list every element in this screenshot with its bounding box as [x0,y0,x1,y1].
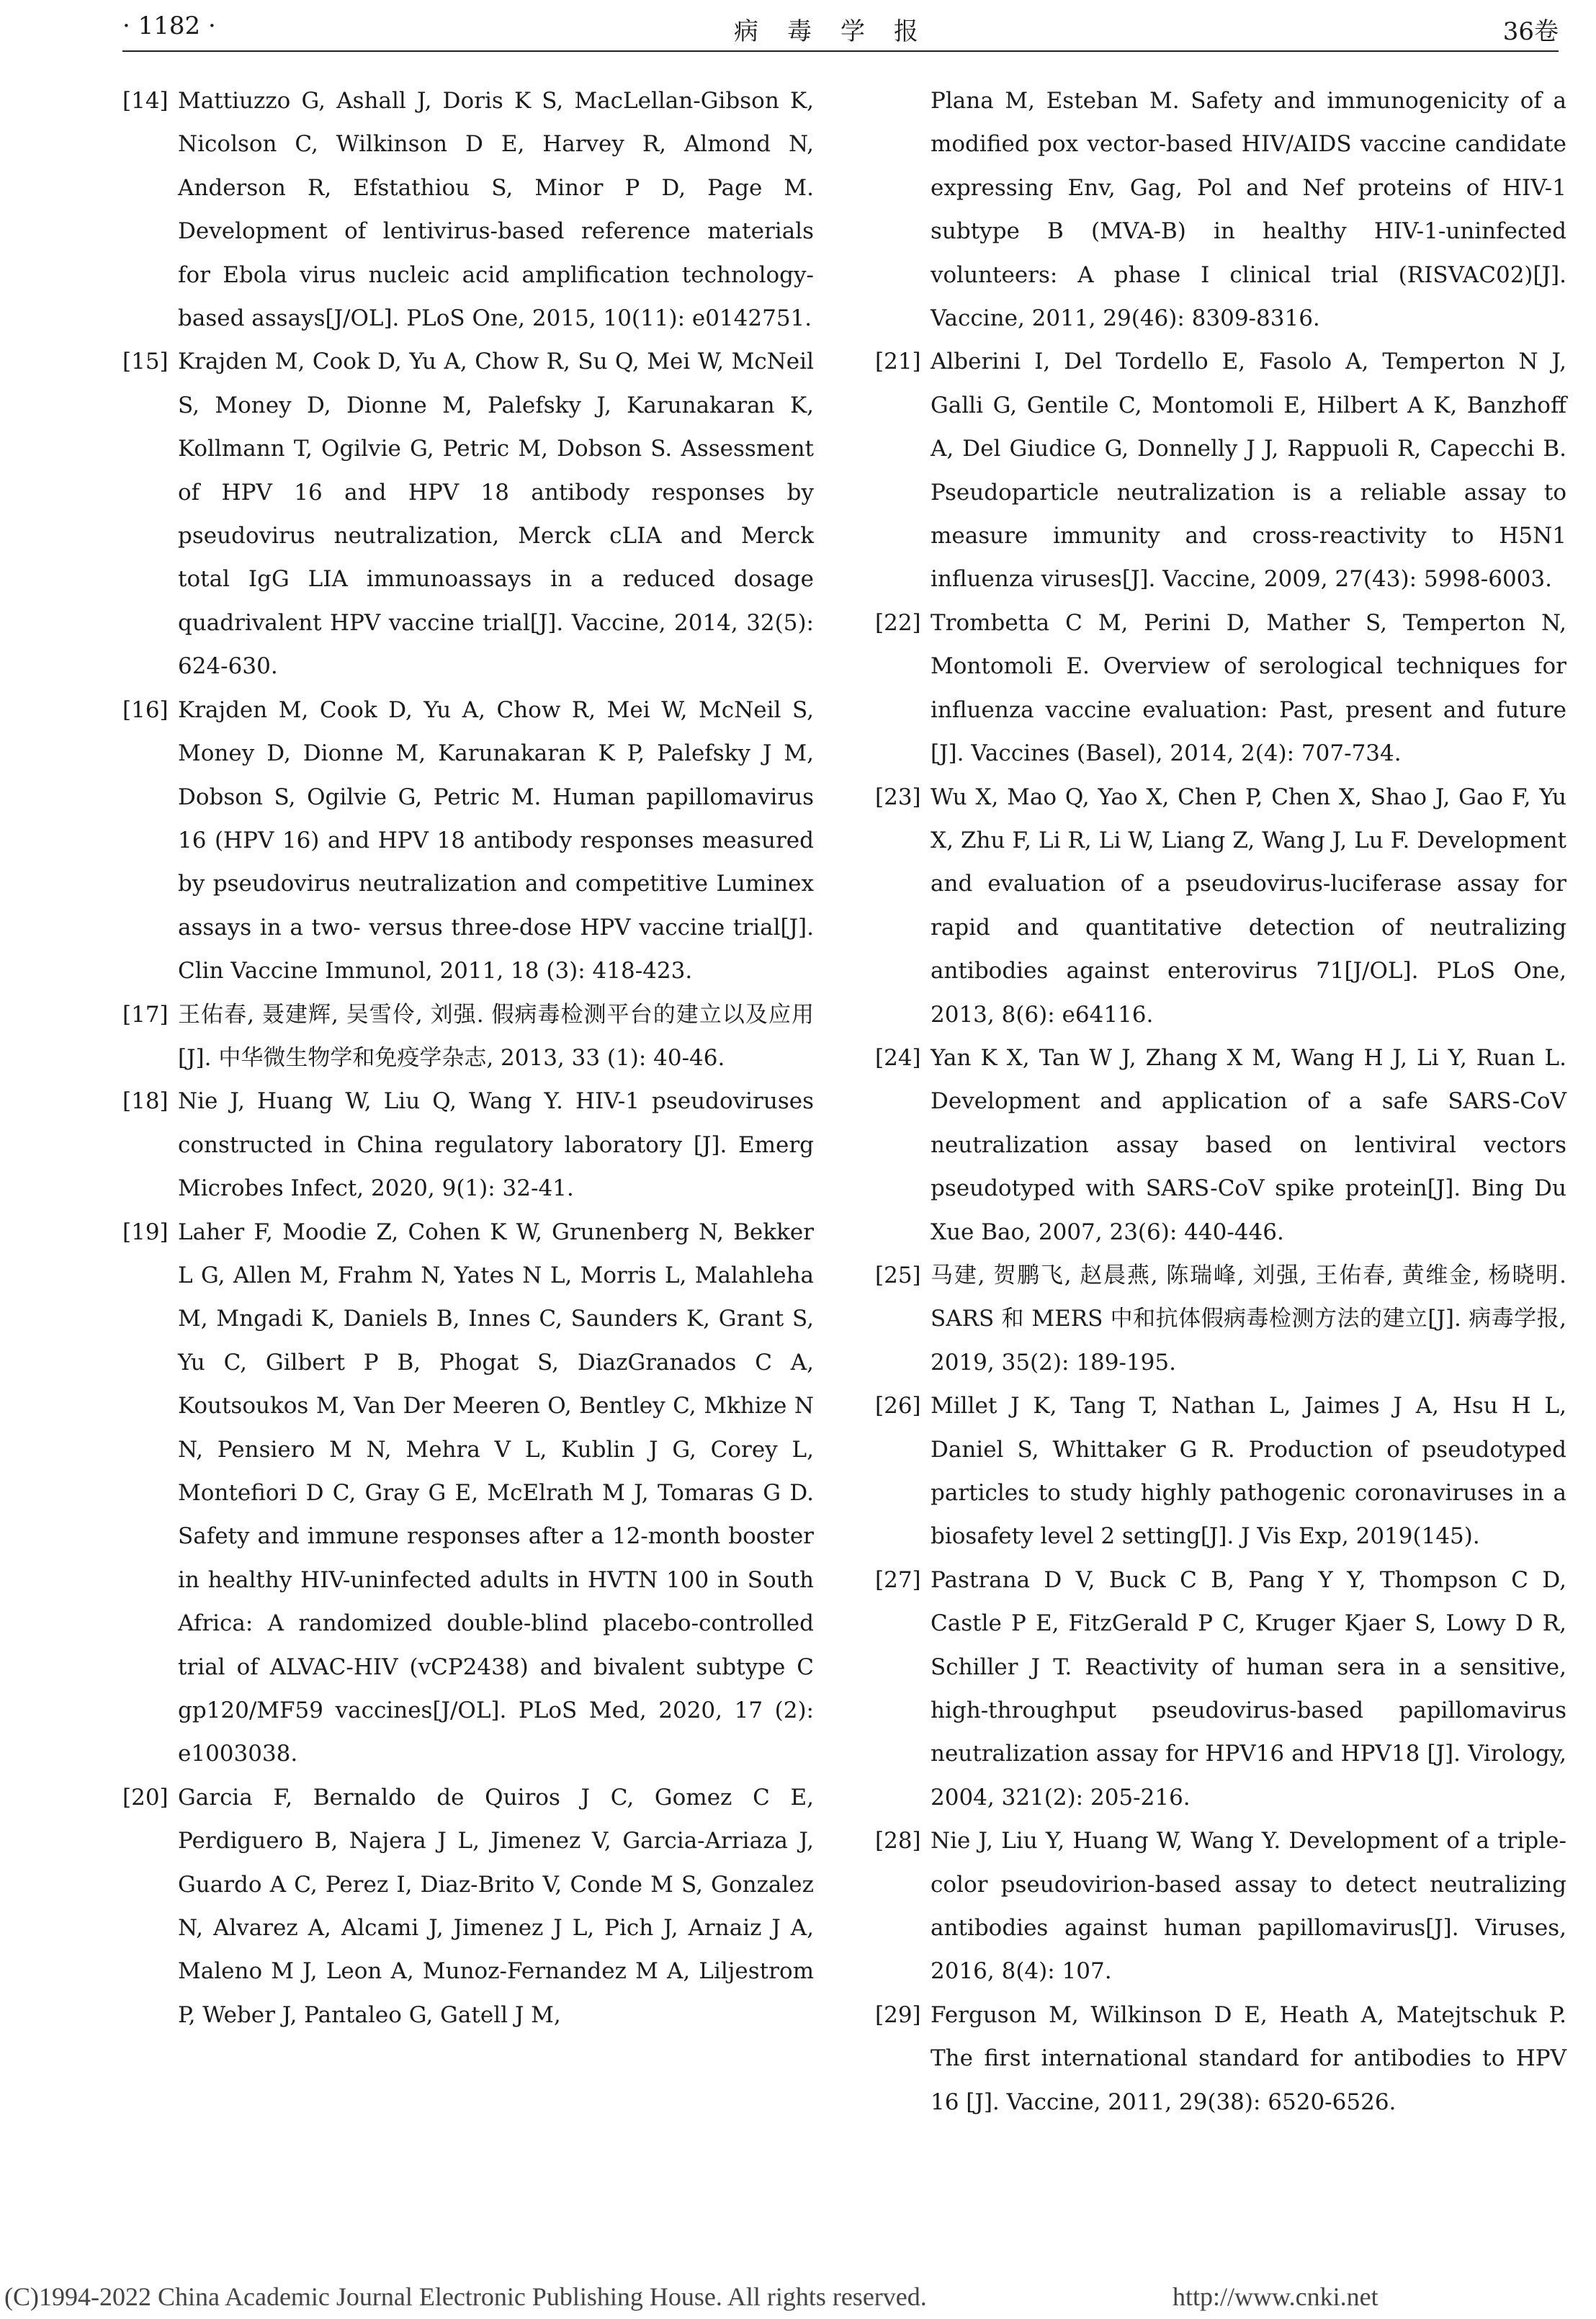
reference-18 [122,1080,814,1210]
journal-name: 病毒学报 [734,17,947,46]
reference-text: Alberini I, Del Tordello E, Fasolo A, Temperton N J, Galli G, Gentile C, Montomoli E, Hilbert A K, Banzhoff A, Del Giudice G, Donnelly J J, Rappuoli R, Capecchi B. Pseudoparticle neutralization is a reliable assay to measure immunity and cross-reactivity to H5N1 influenza viruses[J]. Vaccine, 2009, 27(43): 5998-6003. [931,349,1566,593]
reference-text: 王佑春, 聂建辉, 吴雪伶, 刘强. 假病毒检测平台的建立以及应用[J]. 中华微生物学和免疫学杂志, 2013, 33 (1): 40-46. [178,1001,814,1071]
reference-20 [122,1776,814,2037]
reference-number: [29] [875,2001,921,2028]
reference-27 [875,1558,1566,1819]
reference-15 [122,340,814,688]
reference-16 [122,688,814,993]
reference-number: [26] [875,1393,921,1419]
reference-text: Millet J K, Tang T, Nathan L, Jaimes J A, Hsu H L, Daniel S, Whittaker G R. Production of pseudotyped particles to study highly pathogenic coronaviruses in a biosafety level 2 setting[J]. J Vis Exp, 2019(145). [931,1393,1566,1550]
reference-number: [16] [122,696,169,723]
reference-28 [875,1819,1566,1993]
reference-text: Ferguson M, Wilkinson D E, Heath A, Matejtschuk P. The first international standard for antibodies to HPV 16 [J]. Vaccine, 2011, 29(38): 6520-6526. [931,2001,1566,2115]
reference-text: 马建, 贺鹏飞, 赵晨燕, 陈瑞峰, 刘强, 王佑春, 黄维金, 杨晓明. SARS 和 MERS 中和抗体假病毒检测方法的建立[J]. 病毒学报, 2019, 35(2): 189-195. [931,1262,1566,1376]
reference-number: [18] [122,1088,169,1115]
reference-text: Krajden M, Cook D, Yu A, Chow R, Mei W, McNeil S, Money D, Dionne M, Karunakaran K P, Palefsky J M, Dobson S, Ogilvie G, Petric M. Human papillomavirus 16 (HPV 16) and HPV 18 antibody responses measured by pseudovirus neutralization and competitive Luminex assays in a two- versus three-dose HPV vaccine trial[J]. Clin Vaccine Immunol, 2011, 18 (3): 418-423. [178,696,814,984]
reference-number: [17] [122,1001,169,1028]
reference-text: Laher F, Moodie Z, Cohen K W, Grunenberg N, Bekker L G, Allen M, Frahm N, Yates N L, Morris L, Malahleha M, Mngadi K, Daniels B, Innes C, Saunders K, Grant S, Yu C, Gilbert P B, Phogat S, DiazGranados C A, Koutsoukos M, Van Der Meeren O, Bentley C, Mkhize N N, Pensiero M N, Mehra V L, Kublin J G, Corey L, Montefiori D C, Gray G E, McElrath M J, Tomaras G D. Safety and immune responses after a 12-month booster in healthy HIV-uninfected adults in HVTN 100 in South Africa: A randomized double-blind placebo-controlled trial of ALVAC-HIV (vCP2438) and bivalent subtype C gp120/MF59 vaccines[J/OL]. PLoS Med, 2020, 17 (2): e1003038. [178,1219,814,1767]
right-column [875,79,1566,2124]
reference-number: [19] [122,1219,169,1245]
reference-number: [21] [875,349,921,375]
reference-text: Trombetta C M, Perini D, Mather S, Temperton N, Montomoli E. Overview of serological techniques for influenza vaccine evaluation: Past, present and future [J]. Vaccines (Basel), 2014, 2(4): 707-734. [931,609,1566,767]
reference-text: Garcia F, Bernaldo de Quiros J C, Gomez C E, Perdiguero B, Najera J L, Jimenez V, Garcia-Arriaza J, Guardo A C, Perez I, Diaz-Brito V, Conde M S, Gonzalez N, Alvarez A, Alcami J, Jimenez J L, Pich J, Arnaiz J A, Maleno M J, Leon A, Munoz-Fernandez M A, Liljestrom P, Weber J, Pantaleo G, Gatell J M, [178,1784,814,2028]
reference-24 [875,1036,1566,1254]
reference-21 [875,340,1566,601]
reference-number: [24] [875,1044,921,1071]
reference-14 [122,79,814,340]
reference-text: Pastrana D V, Buck C B, Pang Y Y, Thompson C D, Castle P E, FitzGerald P C, Kruger Kjaer S, Lowy D R, Schiller J T. Reactivity of human sera in a sensitive, high-throughput pseudovirus-based papillomavirus neutralization assay for HPV16 and HPV18 [J]. Virology, 2004, 321(2): 205-216. [931,1566,1566,1811]
reference-text: Mattiuzzo G, Ashall J, Doris K S, MacLellan-Gibson K, Nicolson C, Wilkinson D E, Harvey R, Almond N, Anderson R, Efstathiou S, Minor P D, Page M. Development of lentivirus-based reference materials for Ebola virus nucleic acid amplification technology-based assays[J/OL]. PLoS One, 2015, 10(11): e0142751. [178,88,814,332]
reference-22 [875,601,1566,776]
reference-number: [27] [875,1566,921,1593]
page-number: · 1182 · [122,12,216,40]
reference-26 [875,1384,1566,1558]
reference-29 [875,1993,1566,2124]
reference-17 [122,993,814,1080]
reference-number: [22] [875,609,921,636]
reference-number: [25] [875,1262,921,1288]
volume-label: 36卷 [1502,17,1559,46]
reference-text: Nie J, Liu Y, Huang W, Wang Y. Development of a triple-color pseudovirion-based assay to detect neutralizing antibodies against human papillomavirus[J]. Viruses, 2016, 8(4): 107. [931,1828,1566,1985]
reference-text: Krajden M, Cook D, Yu A, Chow R, Su Q, Mei W, McNeil S, Money D, Dionne M, Palefsky J, Karunakaran K, Kollmann T, Ogilvie G, Petric M, Dobson S. Assessment of HPV 16 and HPV 18 antibody responses by pseudovirus neutralization, Merck cLIA and Merck total IgG LIA immunoassays in a reduced dosage quadrivalent HPV vaccine trial[J]. Vaccine, 2014, 32(5): 624-630. [178,349,814,680]
reference-text: Yan K X, Tan W J, Zhang X M, Wang H J, Li Y, Ruan L. Development and application of a safe SARS-CoV neutralization assay based on lentiviral vectors pseudotyped with SARS-CoV spike protein[J]. Bing Du Xue Bao, 2007, 23(6): 440-446. [931,1044,1566,1245]
reference-19 [122,1211,814,1776]
page-header [122,7,1559,52]
cnki-url: http://www.cnki.net [1173,2282,1378,2311]
left-column [122,79,814,2037]
reference-23 [875,776,1566,1036]
reference-text: Wu X, Mao Q, Yao X, Chen P, Chen X, Shao J, Gao F, Yu X, Zhu F, Li R, Li W, Liang Z, Wang J, Lu F. Development and evaluation of a pseudovirus-luciferase assay for rapid and quantitative detection of neutralizing antibodies against enterovirus 71[J/OL]. PLoS One, 2013, 8(6): e64116. [931,784,1566,1028]
reference-25 [875,1254,1566,1384]
reference-text: Nie J, Huang W, Liu Q, Wang Y. HIV-1 pseudoviruses constructed in China regulatory laboratory [J]. Emerg Microbes Infect, 2020, 9(1): 32-41. [178,1088,814,1202]
reference-number: [28] [875,1828,921,1854]
reference-number: [23] [875,784,921,810]
reference-number: [15] [122,349,169,375]
reference-number: [20] [122,1784,169,1811]
copyright-notice: (C)1994-2022 China Academic Journal Electronic Publishing House. All rights reserved. [4,2282,927,2311]
reference-20-continued: Plana M, Esteban M. Safety and immunogenicity of a modified pox vector-based HIV/AIDS vaccine candidate expressing Env, Gag, Pol and Nef proteins of HIV-1 subtype B (MVA-B) in healthy HIV-1-uninfected volunteers: A phase I clinical trial (RISVAC02)[J]. Vaccine, 2011, 29(46): 8309-8316. [931,88,1566,332]
reference-number: [14] [122,88,169,114]
